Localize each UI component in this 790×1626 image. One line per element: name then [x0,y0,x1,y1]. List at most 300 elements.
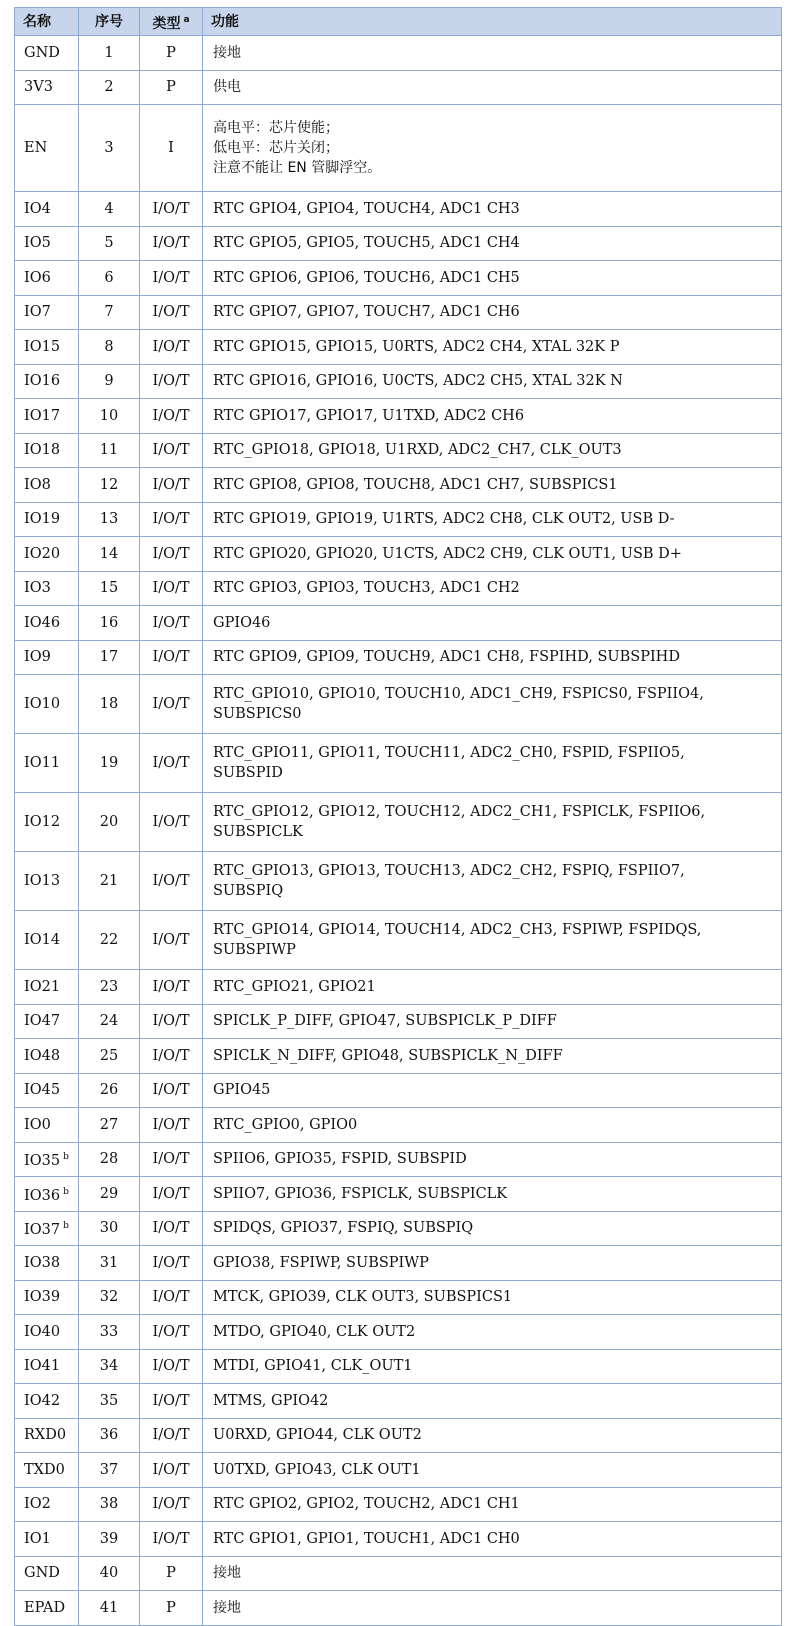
table-row [15,1453,782,1488]
pin-name-cell [15,571,79,606]
table-row [15,1142,782,1177]
pin-type: I/O/T [140,970,203,1005]
pin-number: 3 [79,105,140,192]
pin-number: 22 [79,911,140,970]
table-row [15,1315,782,1350]
pin-name-cell [15,192,79,227]
pin-function-text: RTC GPIO2, GPIO2, TOUCH2, ADC1 CH1 [213,1496,520,1513]
pin-type: I/O/T [140,1487,203,1522]
pin-name-cell [15,1246,79,1281]
table-row [15,468,782,503]
table-row [15,295,782,330]
pin-name-cell [15,70,79,105]
pin-function [203,502,782,537]
pin-type: I [140,105,203,192]
pin-number: 23 [79,970,140,1005]
pin-function-text: MTDO, GPIO40, CLK OUT2 [213,1323,416,1340]
pin-number: 30 [79,1211,140,1246]
pin-number: 1 [79,36,140,71]
pin-number: 7 [79,295,140,330]
pin-function [203,1211,782,1246]
pin-number: 9 [79,364,140,399]
pin-function-text: RTC GPIO6, GPIO6, TOUCH6, ADC1 CH5 [213,269,520,286]
table-row [15,537,782,572]
pin-function [203,70,782,105]
pin-number: 28 [79,1142,140,1177]
pin-function-line: SUBSPID [213,765,283,781]
pin-name-cell [15,1487,79,1522]
pin-type: I/O/T [140,364,203,399]
pin-name: IO17 [24,407,61,424]
pin-name: IO41 [24,1358,61,1375]
pin-function [203,911,782,970]
header-name: 名称 [15,8,79,36]
pin-number: 24 [79,1004,140,1039]
pin-number: 16 [79,606,140,641]
pin-type: I/O/T [140,1315,203,1350]
pin-name: IO48 [24,1047,61,1064]
pin-number: 6 [79,261,140,296]
pin-name: EN [24,140,48,156]
pin-function-text: RTC_GPIO18, GPIO18, U1RXD, ADC2_CH7, CLK_OUT3 [213,442,622,459]
pin-number: 36 [79,1418,140,1453]
pin-function-text: 接地 [213,44,241,61]
pin-name: IO42 [24,1392,61,1409]
pin-name-cell [15,1211,79,1246]
pin-function-text: RTC GPIO5, GPIO5, TOUCH5, ADC1 CH4 [213,235,520,252]
pin-name: TXD0 [24,1461,65,1478]
table-row [15,1039,782,1074]
table-row [15,364,782,399]
pin-name-cell [15,1315,79,1350]
pin-function-text: SPIIO6, GPIO35, FSPID, SUBSPID [213,1151,467,1168]
table-row [15,1108,782,1143]
table-row [15,571,782,606]
pin-name-cell [15,1349,79,1384]
pin-function [203,970,782,1005]
table-row [15,911,782,970]
pin-name: IO47 [24,1013,61,1030]
pin-function-text: RTC GPIO7, GPIO7, TOUCH7, ADC1 CH6 [213,304,520,321]
pin-function [203,1004,782,1039]
pin-function [203,330,782,365]
pin-number: 37 [79,1453,140,1488]
pin-function-line: 低电平：芯片关闭； [213,140,339,156]
pin-function [203,1453,782,1488]
pin-type: I/O/T [140,1384,203,1419]
pin-number: 10 [79,399,140,434]
pin-type: I/O/T [140,295,203,330]
pin-name: IO40 [24,1323,61,1340]
pin-name-cell [15,793,79,852]
pin-function [203,1142,782,1177]
pin-name: IO1 [24,1530,51,1547]
pin-function [203,852,782,911]
pin-function-text: 供电 [213,79,241,96]
pin-footnote: b [63,1152,69,1163]
pin-type: I/O/T [140,468,203,503]
pin-function [203,192,782,227]
pin-name: IO6 [24,269,51,286]
pin-function-line: RTC_GPIO12, GPIO12, TOUCH12, ADC2_CH1, FSPICLK, FSPIIO6, [213,804,706,820]
pin-name-cell [15,1039,79,1074]
pin-function [203,226,782,261]
pin-number: 8 [79,330,140,365]
pin-name-cell [15,295,79,330]
pin-function-line: RTC_GPIO11, GPIO11, TOUCH11, ADC2_CH0, FSPID, FSPIIO5, [213,745,685,761]
pin-number: 2 [79,70,140,105]
pin-type: I/O/T [140,640,203,675]
pin-function-text: GPIO45 [213,1082,271,1099]
pin-name: IO15 [24,338,61,355]
pin-function-text: 接地 [213,1599,241,1616]
pin-type: I/O/T [140,606,203,641]
pin-number: 4 [79,192,140,227]
pin-function [203,364,782,399]
pin-number: 20 [79,793,140,852]
pin-name-cell [15,502,79,537]
pin-name-cell [15,911,79,970]
pin-name-cell [15,105,79,192]
pin-function-line: RTC_GPIO10, GPIO10, TOUCH10, ADC1_CH9, FSPICS0, FSPIIO4, [213,686,704,702]
pin-name-cell [15,606,79,641]
pin-number: 12 [79,468,140,503]
pin-name: EPAD [24,1599,66,1616]
pin-type: I/O/T [140,1246,203,1281]
pin-name-cell [15,261,79,296]
pin-function [203,1108,782,1143]
pin-name-cell [15,1177,79,1212]
pin-name-cell [15,1142,79,1177]
table-row [15,675,782,734]
pin-number: 35 [79,1384,140,1419]
pin-function [203,1591,782,1626]
pin-type: I/O/T [140,261,203,296]
header-row [15,8,782,36]
pin-type: I/O/T [140,1039,203,1074]
pin-function [203,1418,782,1453]
pin-name: IO37 [24,1222,61,1239]
pin-function-text: RTC GPIO15, GPIO15, U0RTS, ADC2 CH4, XTAL 32K P [213,338,620,355]
pin-name: IO18 [24,442,61,459]
pin-function [203,1246,782,1281]
pin-function [203,433,782,468]
pin-number: 26 [79,1073,140,1108]
pin-name-cell [15,1453,79,1488]
pin-name-cell [15,640,79,675]
pin-function-text: RTC GPIO8, GPIO8, TOUCH8, ADC1 CH7, SUBSPICS1 [213,476,618,493]
pin-function-line: RTC_GPIO13, GPIO13, TOUCH13, ADC2_CH2, FSPIQ, FSPIIO7, [213,863,685,879]
pin-name: IO7 [24,304,51,321]
pin-function [203,1556,782,1591]
pin-function [203,1073,782,1108]
pin-number: 11 [79,433,140,468]
table-row [15,330,782,365]
pin-footnote: b [63,1221,69,1232]
table-row [15,793,782,852]
table-row [15,1073,782,1108]
pin-function [203,606,782,641]
pin-function-line: RTC_GPIO14, GPIO14, TOUCH14, ADC2_CH3, FSPIWP, FSPIDQS, [213,922,702,938]
pin-footnote: b [63,1186,69,1197]
pin-type: I/O/T [140,1453,203,1488]
pin-name: IO5 [24,235,51,252]
pin-name: GND [24,1565,60,1582]
pin-name-cell [15,1418,79,1453]
table-row [15,433,782,468]
pin-function-text: 接地 [213,1565,241,1582]
pin-name: IO14 [24,932,61,948]
pin-function [203,105,782,192]
pin-name: IO39 [24,1289,61,1306]
pin-name: IO11 [24,755,61,771]
pin-name: IO8 [24,476,51,493]
pin-name-cell [15,1108,79,1143]
pin-function-text: RTC GPIO19, GPIO19, U1RTS, ADC2 CH8, CLK OUT2, USB D- [213,511,675,528]
pin-type: I/O/T [140,852,203,911]
pin-function [203,36,782,71]
pin-name-cell [15,364,79,399]
pin-number: 29 [79,1177,140,1212]
pin-name-cell [15,537,79,572]
pin-type: I/O/T [140,675,203,734]
pin-name: IO12 [24,814,61,830]
pin-name: IO2 [24,1496,51,1513]
pin-function [203,675,782,734]
pin-type: I/O/T [140,1280,203,1315]
pin-number: 27 [79,1108,140,1143]
pin-function-text: RTC GPIO20, GPIO20, U1CTS, ADC2 CH9, CLK OUT1, USB D+ [213,545,682,562]
pin-number: 15 [79,571,140,606]
table-row [15,226,782,261]
pin-name: IO16 [24,373,61,390]
pin-function [203,537,782,572]
table-row [15,1349,782,1384]
pin-type: P [140,1556,203,1591]
pin-number: 18 [79,675,140,734]
pin-function-line: SUBSPIQ [213,883,284,899]
pin-type: I/O/T [140,433,203,468]
pin-name-cell [15,36,79,71]
pin-function-text: RTC_GPIO0, GPIO0 [213,1116,358,1133]
pin-name: IO21 [24,978,61,995]
header-type-footnote: a [183,14,190,25]
table-row [15,502,782,537]
header-type-label: 类型 [152,15,181,32]
pin-type: I/O/T [140,399,203,434]
pin-function [203,1039,782,1074]
pin-function-line: SUBSPIWP [213,942,296,958]
pin-type: I/O/T [140,226,203,261]
pin-function-text: RTC GPIO16, GPIO16, U0CTS, ADC2 CH5, XTAL 32K N [213,373,623,390]
pin-function [203,295,782,330]
pin-name: IO20 [24,545,61,562]
pin-name: 3V3 [24,79,53,96]
pin-number: 19 [79,734,140,793]
pin-function-text: RTC_GPIO21, GPIO21 [213,978,376,995]
pin-function [203,1280,782,1315]
pin-definition-table [14,7,782,1626]
pin-function-text: MTMS, GPIO42 [213,1392,329,1409]
pin-type: P [140,36,203,71]
pin-type: I/O/T [140,1073,203,1108]
table-row [15,1591,782,1626]
header-func: 功能 [203,8,782,36]
pin-name: IO46 [24,614,61,631]
pin-function [203,1384,782,1419]
pin-name-cell [15,734,79,793]
pin-function [203,1349,782,1384]
pin-function-text: SPICLK_P_DIFF, GPIO47, SUBSPICLK_P_DIFF [213,1013,557,1030]
pin-name-cell [15,1384,79,1419]
pin-name-cell [15,1280,79,1315]
pin-type: I/O/T [140,502,203,537]
pin-type: I/O/T [140,1177,203,1212]
pin-number: 33 [79,1315,140,1350]
pin-function-text: RTC GPIO9, GPIO9, TOUCH9, ADC1 CH8, FSPIHD, SUBSPIHD [213,649,680,666]
pin-number: 40 [79,1556,140,1591]
pin-function-text: MTCK, GPIO39, CLK OUT3, SUBSPICS1 [213,1289,513,1306]
header-num: 序号 [79,8,140,36]
pin-name: IO10 [24,696,61,712]
table-row [15,105,782,192]
pin-function-line: SUBSPICS0 [213,706,302,722]
pin-function-text: RTC GPIO4, GPIO4, TOUCH4, ADC1 CH3 [213,200,520,217]
pin-name-cell [15,468,79,503]
pin-function-text: RTC GPIO3, GPIO3, TOUCH3, ADC1 CH2 [213,580,520,597]
table-row [15,192,782,227]
table-row [15,399,782,434]
table-row [15,970,782,1005]
pin-name-cell [15,1522,79,1557]
pin-name-cell [15,1556,79,1591]
pin-number: 31 [79,1246,140,1281]
pin-function [203,734,782,793]
pin-number: 34 [79,1349,140,1384]
pin-name-cell [15,1004,79,1039]
table-row [15,606,782,641]
pin-function-text: SPICLK_N_DIFF, GPIO48, SUBSPICLK_N_DIFF [213,1047,563,1064]
pin-name: RXD0 [24,1427,67,1444]
pin-name: IO45 [24,1082,61,1099]
table-row [15,1522,782,1557]
pin-name: IO4 [24,200,51,217]
pin-number: 32 [79,1280,140,1315]
pin-name: IO36 [24,1187,61,1204]
table-body [15,36,782,1626]
pin-function [203,1522,782,1557]
table-row [15,1177,782,1212]
pin-table-container [14,7,781,1626]
pin-type: I/O/T [140,1349,203,1384]
table-row [15,640,782,675]
pin-type: I/O/T [140,192,203,227]
pin-name: IO38 [24,1254,61,1271]
pin-function-text: GPIO38, FSPIWP, SUBSPIWP [213,1254,429,1271]
pin-number: 17 [79,640,140,675]
table-row [15,1246,782,1281]
pin-type: I/O/T [140,1211,203,1246]
pin-type: I/O/T [140,537,203,572]
pin-type: I/O/T [140,1108,203,1143]
pin-name: GND [24,44,60,61]
pin-function-text: U0RXD, GPIO44, CLK OUT2 [213,1427,422,1444]
pin-name-cell [15,433,79,468]
pin-number: 41 [79,1591,140,1626]
pin-name-cell [15,330,79,365]
pin-function [203,640,782,675]
pin-function-text: U0TXD, GPIO43, CLK OUT1 [213,1461,421,1478]
pin-function-text: SPIDQS, GPIO37, FSPIQ, SUBSPIQ [213,1220,474,1237]
pin-function [203,399,782,434]
pin-type: I/O/T [140,1004,203,1039]
pin-number: 25 [79,1039,140,1074]
pin-name: IO13 [24,873,61,889]
pin-number: 5 [79,226,140,261]
pin-type: I/O/T [140,1522,203,1557]
pin-function-line: 高电平：芯片使能； [213,120,339,136]
pin-function-text: RTC GPIO1, GPIO1, TOUCH1, ADC1 CH0 [213,1530,520,1547]
pin-type: I/O/T [140,793,203,852]
pin-number: 13 [79,502,140,537]
pin-type: I/O/T [140,734,203,793]
pin-function-text: SPIIO7, GPIO36, FSPICLK, SUBSPICLK [213,1185,508,1202]
pin-name-cell [15,1591,79,1626]
table-row [15,1418,782,1453]
pin-name: IO0 [24,1116,51,1133]
table-row [15,1211,782,1246]
pin-name: IO19 [24,511,61,528]
pin-name-cell [15,1073,79,1108]
pin-type: P [140,70,203,105]
table-row [15,852,782,911]
table-row [15,1280,782,1315]
pin-type: I/O/T [140,1418,203,1453]
pin-type: I/O/T [140,911,203,970]
pin-name-cell [15,399,79,434]
pin-number: 21 [79,852,140,911]
pin-function [203,468,782,503]
pin-function-line: 注意不能让 EN 管脚浮空。 [213,160,382,176]
table-row [15,70,782,105]
pin-number: 14 [79,537,140,572]
pin-name-cell [15,226,79,261]
pin-name-cell [15,852,79,911]
pin-name: IO35 [24,1153,61,1170]
pin-name: IO3 [24,580,51,597]
pin-function [203,1177,782,1212]
table-row [15,36,782,71]
table-row [15,261,782,296]
table-row [15,1004,782,1039]
pin-number: 38 [79,1487,140,1522]
pin-name: IO9 [24,649,51,666]
pin-type: I/O/T [140,1142,203,1177]
table-row [15,1384,782,1419]
pin-type: P [140,1591,203,1626]
pin-function-text: RTC GPIO17, GPIO17, U1TXD, ADC2 CH6 [213,407,525,424]
pin-type: I/O/T [140,330,203,365]
pin-function [203,571,782,606]
pin-function [203,1487,782,1522]
header-type [140,8,203,36]
pin-name-cell [15,970,79,1005]
pin-name-cell [15,675,79,734]
table-row [15,1556,782,1591]
pin-function-text: GPIO46 [213,614,271,631]
pin-number: 39 [79,1522,140,1557]
pin-function [203,261,782,296]
